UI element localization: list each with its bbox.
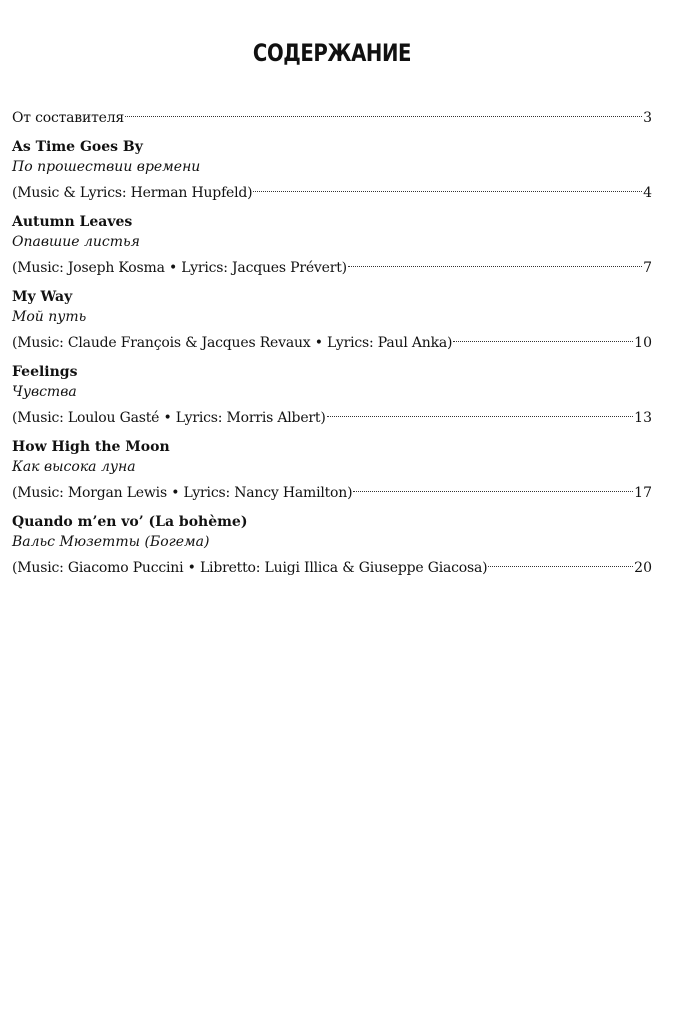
song-translation: Чувства [12,384,77,400]
toc-line[interactable] [12,327,652,351]
toc-line[interactable] [12,477,652,501]
dot-leader [348,252,642,272]
song-translation: Как высока луна [12,459,136,475]
toc-entry [12,212,652,276]
dot-leader [353,477,633,497]
song-translation: Вальс Мюзетты (Богема) [12,534,210,550]
dot-leader [125,102,642,122]
song-title: As Time Goes By [12,139,143,155]
song-credits: (Music: Morgan Lewis • Lyrics: Nancy Hamilton) [12,485,353,501]
page-number: 4 [643,185,652,201]
dot-leader [488,552,633,572]
toc-entry [12,287,652,351]
song-credits: (Music: Giacomo Puccini • Libretto: Luigi Illica & Giuseppe Giacosa) [12,560,488,576]
toc-line[interactable] [12,402,652,426]
dot-leader [453,327,633,347]
song-credits: (Music: Claude François & Jacques Revaux • Lyrics: Paul Anka) [12,335,453,351]
toc-line[interactable] [12,552,652,576]
toc-line[interactable] [12,177,652,201]
song-credits: (Music: Loulou Gasté • Lyrics: Morris Albert) [12,410,326,426]
page-number: 13 [634,410,652,426]
toc-entry-intro [12,102,652,126]
page-number: 7 [643,260,652,276]
toc-entry [12,437,652,501]
song-title: My Way [12,289,73,305]
toc-page [12,0,652,576]
song-credits: (Music: Joseph Kosma • Lyrics: Jacques Prévert) [12,260,347,276]
page-number: 3 [643,110,652,126]
toc-line[interactable] [12,252,652,276]
toc-list [12,102,652,587]
song-translation: Опавшие листья [12,234,140,250]
song-translation: По прошествии времени [12,159,201,175]
page-title: СОДЕРЖАНИЕ [252,39,412,67]
toc-entry [12,137,652,201]
page-number: 17 [634,485,652,501]
song-credits: (Music & Lyrics: Herman Hupfeld) [12,185,253,201]
song-title: Quando m’en vo’ (La bohème) [12,514,248,530]
toc-line[interactable] [12,102,652,126]
page-number: 20 [634,560,652,576]
dot-leader [253,177,642,197]
dot-leader [327,402,634,422]
toc-entry [12,512,652,576]
page-number: 10 [634,335,652,351]
song-title: How High the Moon [12,439,170,455]
toc-entry-text: От составителя [12,110,125,126]
song-title: Autumn Leaves [12,214,133,230]
toc-entry [12,362,652,426]
song-title: Feelings [12,364,78,380]
song-translation: Мой путь [12,309,87,325]
